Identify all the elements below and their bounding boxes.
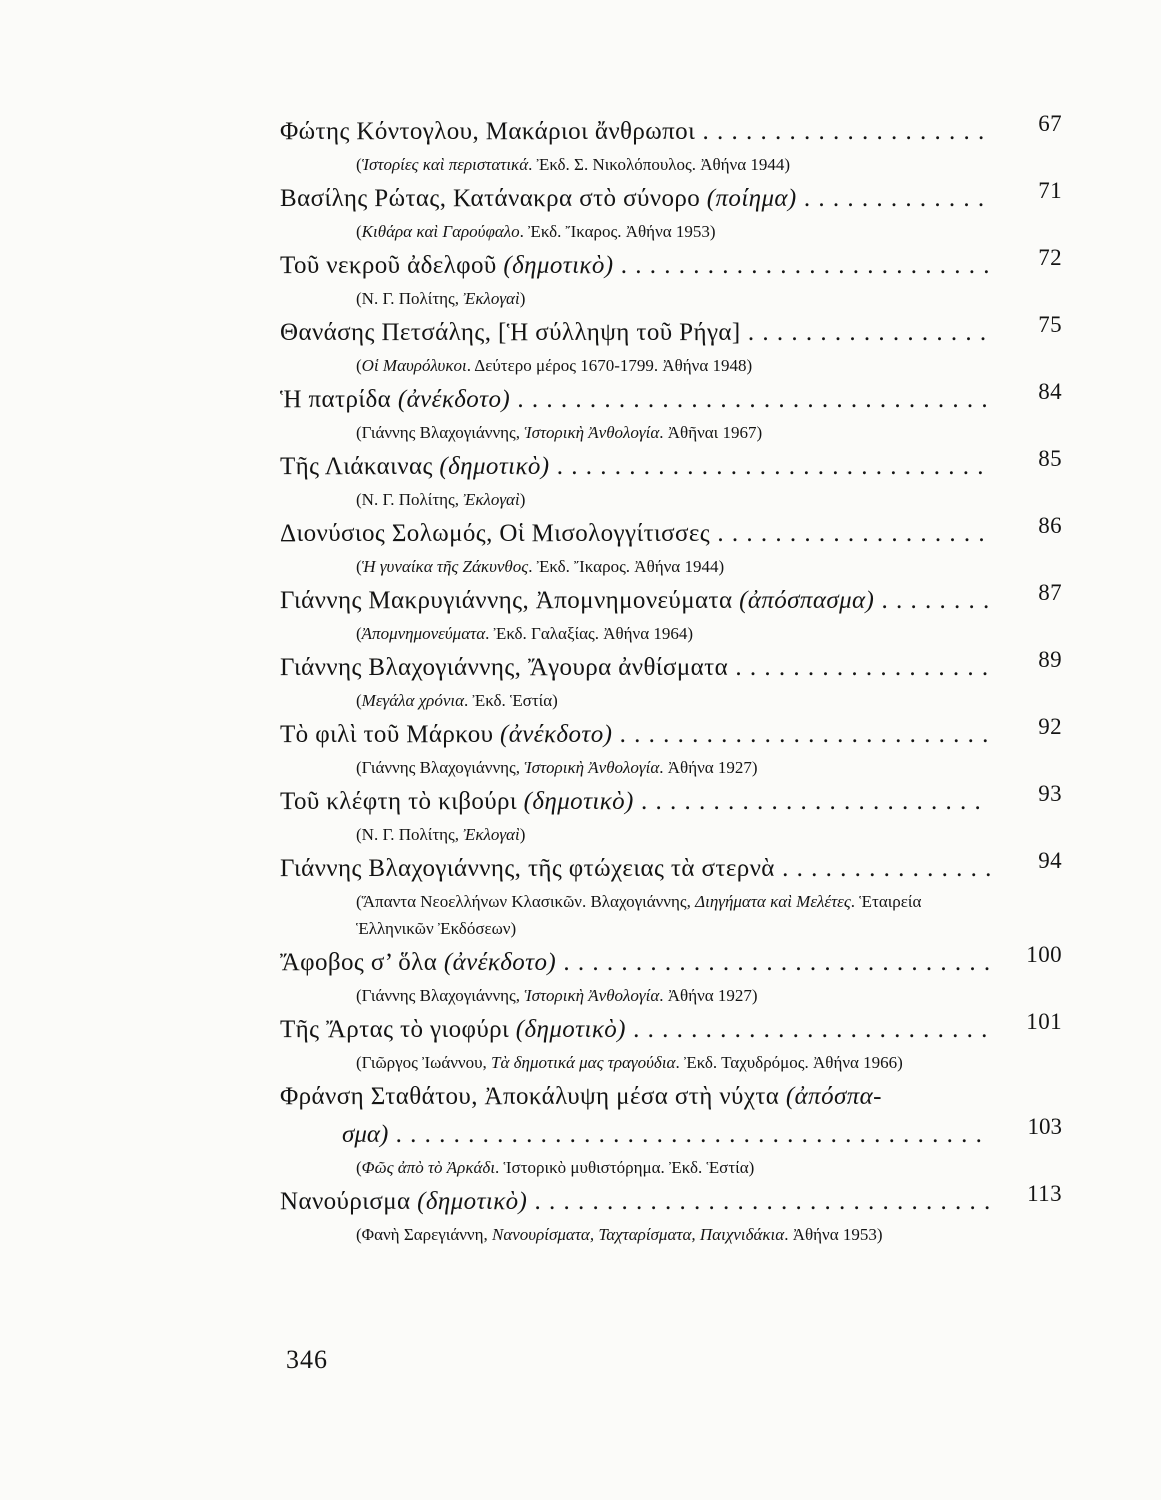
entry-title: Τῆς Λιάκαινας (280, 453, 440, 480)
entry-page: 101 (1026, 1009, 1062, 1034)
entry-page: 86 (1038, 513, 1062, 538)
entry-title: Μακάριοι ἄνθρωποι (485, 118, 696, 145)
entry-page: 92 (1038, 714, 1062, 739)
toc-entry (280, 944, 1070, 1009)
entry-page: 87 (1038, 580, 1062, 605)
entry-title: Οἱ Μισολογγίτισσες (499, 520, 711, 547)
toc-entry-title-line (280, 314, 1070, 352)
toc-entry-title-line (280, 1183, 1070, 1221)
entry-source: (Φανὴ Σαρεγιάννη, Νανουρίσματα, Ταχταρίσματα, Παιχνιδάκια. Ἀθήνα 1953) (356, 1225, 883, 1244)
dot-leader (342, 1116, 990, 1154)
entry-genre: (ποίημα) (706, 185, 797, 212)
entry-source: (Ἀπομνημονεύματα. Ἐκδ. Γαλαξίας. Ἀθήνα 1964) (356, 624, 694, 643)
entry-source: (Ν. Γ. Πολίτης, Ἐκλογαὶ) (356, 289, 526, 308)
dot-leader (280, 1183, 990, 1221)
toc-entry (280, 381, 1070, 446)
entry-page: 84 (1038, 379, 1062, 404)
entry-genre: (δημοτικὸ) (515, 1016, 626, 1043)
dot-leader (280, 381, 990, 419)
entry-genre: (ἀπόσπασμα) (739, 587, 875, 614)
toc-entry (280, 448, 1070, 513)
toc-entry-continuation (280, 1116, 1070, 1154)
dot-leader (280, 314, 990, 352)
entry-title: Τῆς Ἄρτας τὸ γιοφύρι (280, 1016, 516, 1043)
toc-entry (280, 649, 1070, 714)
entry-title: Ἄγουρα ἀνθίσματα (527, 654, 729, 681)
entry-source: (Ν. Γ. Πολίτης, Ἐκλογαὶ) (356, 825, 526, 844)
dot-leader (280, 180, 990, 218)
toc-entry (280, 1011, 1070, 1076)
toc-entry-title-line (280, 381, 1070, 419)
dot-leader (280, 716, 990, 754)
entry-title: [Ἡ σύλληψη τοῦ Ρήγα] (498, 319, 741, 346)
dot-leader (280, 582, 990, 620)
entry-author: Γιάννης Μακρυγιάννης, (280, 587, 536, 614)
dot-leader (280, 649, 990, 687)
toc-entry-stathatou (280, 1078, 1070, 1181)
entry-author: Βασίλης Ρώτας, (280, 185, 454, 212)
entry-page: 103 (1027, 1114, 1062, 1139)
dot-leader (280, 850, 990, 888)
toc-entry (280, 314, 1070, 379)
toc-entry-nanourisma (280, 1183, 1070, 1248)
entry-page: 71 (1038, 178, 1062, 203)
entry-genre: (ἀνέκδοτο) (500, 721, 613, 748)
toc-entry (280, 247, 1070, 312)
table-of-contents (280, 113, 1070, 1250)
toc-entry-title-line (280, 649, 1070, 687)
page-number: 346 (286, 1345, 328, 1374)
entry-genre: (δημοτικὸ) (523, 788, 634, 815)
dot-leader (280, 448, 990, 486)
dot-leader (280, 944, 990, 982)
dot-leader (280, 247, 990, 285)
entry-source: (Γιάννης Βλαχογιάννης, Ἱστορικὴ Ἀνθολογία. Ἀθήνα 1927) (356, 758, 758, 777)
entry-source: (Φῶς ἀπὸ τὸ Ἀρκάδι. Ἱστορικὸ μυθιστόρημα. Ἐκδ. Ἑστία) (356, 1158, 755, 1177)
toc-entry-title-line (280, 944, 1070, 982)
toc-entry (280, 850, 1070, 942)
dot-leader (280, 515, 990, 553)
entry-author: Διονύσιος Σολωμός, (280, 520, 500, 547)
toc-entry (280, 113, 1070, 178)
entry-source: (Ἱστορίες καὶ περιστατικά. Ἐκδ. Σ. Νικολόπουλος. Ἀθήνα 1944) (356, 155, 791, 174)
entry-author: Γιάννης Βλαχογιάννης, (280, 654, 528, 681)
toc-entry (280, 716, 1070, 781)
entry-source: (Μεγάλα χρόνια. Ἐκδ. Ἑστία) (356, 691, 558, 710)
entry-page: 93 (1038, 781, 1062, 806)
entry-author: Θανάσης Πετσάλης, (280, 319, 499, 346)
entry-page: 85 (1038, 446, 1062, 471)
toc-entry-title-line (280, 515, 1070, 553)
toc-entry-title-line (280, 247, 1070, 285)
toc-entry-title-line (280, 783, 1070, 821)
toc-entry-title-line (280, 1011, 1070, 1049)
entry-page: 113 (1027, 1181, 1062, 1206)
entry-genre: (δημοτικὸ) (503, 252, 614, 279)
toc-entry-title-line (280, 1078, 1070, 1116)
entry-title: Τὸ φιλὶ τοῦ Μάρκου (280, 721, 501, 748)
entry-page: 75 (1038, 312, 1062, 337)
entry-source: (Γιάννης Βλαχογιάννης, Ἱστορικὴ Ἀνθολογία. Ἀθῆναι 1967) (356, 423, 763, 442)
entry-source: (Γιῶργος Ἰωάννου, Τὰ δημοτικά μας τραγούδια. Ἐκδ. Ταχυδρόμος. Ἀθήνα 1966) (356, 1053, 903, 1072)
dot-leader (280, 1011, 990, 1049)
toc-entry-title-line (280, 180, 1070, 218)
entry-source: (Ἡ γυναίκα τῆς Ζάκυνθος. Ἐκδ. Ἴκαρος. Ἀθήνα 1944) (356, 557, 725, 576)
toc-entry (280, 582, 1070, 647)
entry-page: 72 (1038, 245, 1062, 270)
toc-entry (280, 783, 1070, 848)
entry-title: Ἀποκάλυψη μέσα στὴ νύχτα (484, 1083, 786, 1110)
entry-title: Νανούρισμα (280, 1188, 418, 1215)
entry-source: (Ν. Γ. Πολίτης, Ἐκλογαὶ) (356, 490, 526, 509)
entry-page: 67 (1038, 111, 1062, 136)
entry-title: Κατάνακρα στὸ σύνορο (453, 185, 707, 212)
entry-genre-cont: σμα) (342, 1121, 389, 1148)
dot-leader (280, 783, 990, 821)
entry-author: Φώτης Κόντογλου, (280, 118, 486, 145)
entry-title: Ἀπομνημονεύματα (535, 587, 740, 614)
entry-source: (Οἱ Μαυρόλυκοι. Δεύτερο μέρος 1670-1799. Ἀθήνα 1948) (356, 356, 753, 375)
toc-entry-title-line (280, 448, 1070, 486)
toc-entry-title-line (280, 716, 1070, 754)
entry-genre: (δημοτικὸ) (417, 1188, 528, 1215)
dot-leader (280, 113, 990, 151)
entry-genre: (ἀνέκδοτο) (397, 386, 511, 413)
entry-page: 89 (1038, 647, 1062, 672)
toc-entry-title-line (280, 582, 1070, 620)
entry-author: Γιάννης Βλαχογιάννης, (280, 855, 528, 882)
entry-title: Ἄφοβος σ’ ὅλα (280, 949, 444, 976)
toc-entry-title-line (280, 113, 1070, 151)
entry-genre: (ἀπόσπα- (785, 1083, 882, 1110)
entry-source: (Κιθάρα καὶ Γαρούφαλο. Ἐκδ. Ἴκαρος. Ἀθήνα 1953) (356, 222, 716, 241)
entry-page: 94 (1038, 848, 1062, 873)
entry-source: (Ἅπαντα Νεοελλήνων Κλασικῶν. Βλαχογιάννης, Διηγήματα καὶ Μελέτες. Ἑταιρεία Ἑλληνικῶν Ἐκδόσεων) (356, 892, 922, 938)
entry-source: (Γιάννης Βλαχογιάννης, Ἱστορικὴ Ἀνθολογία. Ἀθήνα 1927) (356, 986, 758, 1005)
entry-genre: (ἀνέκδοτο) (443, 949, 557, 976)
toc-entry (280, 180, 1070, 245)
entry-title: τῆς φτώχειας τὰ στερνὰ (527, 855, 775, 882)
entry-title: Ἡ πατρίδα (280, 386, 398, 413)
toc-entry (280, 515, 1070, 580)
entry-title: Τοῦ νεκροῦ ἀδελφοῦ (280, 252, 504, 279)
entry-author: Φράνση Σταθάτου, (280, 1083, 485, 1110)
entry-genre: (δημοτικὸ) (439, 453, 550, 480)
toc-entry-title-line (280, 850, 1070, 888)
entry-page: 100 (1026, 942, 1062, 967)
entry-title: Τοῦ κλέφτη τὸ κιβούρι (280, 788, 524, 815)
